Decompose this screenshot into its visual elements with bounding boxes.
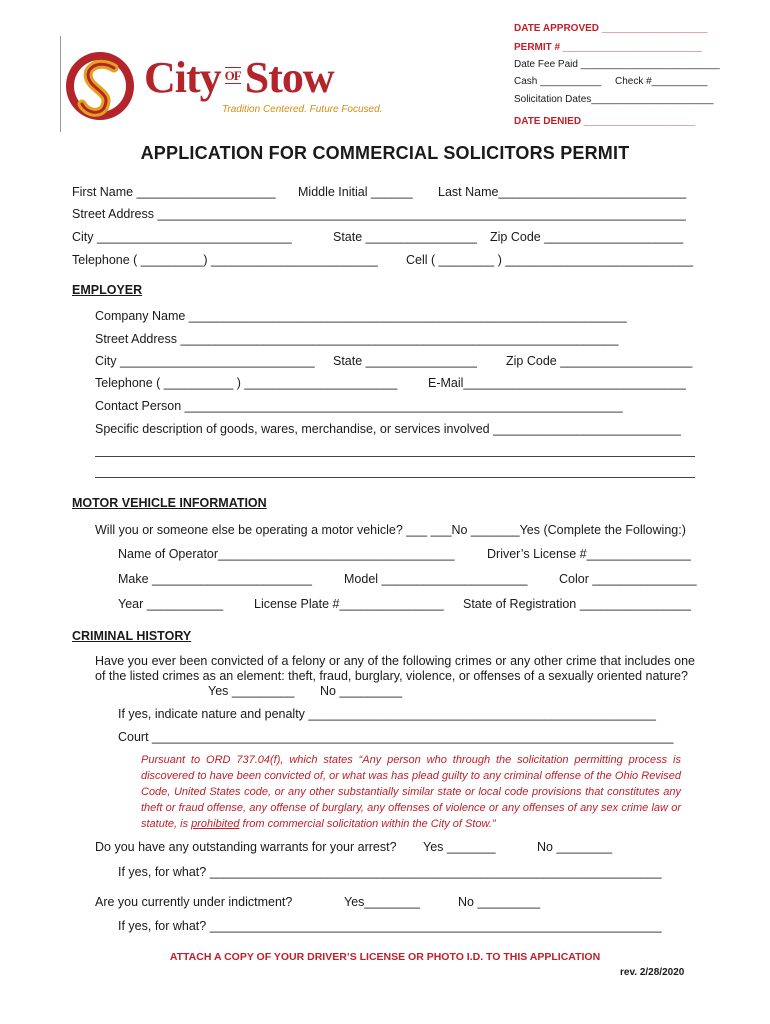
indictment-question: Are you currently under indictment? <box>95 895 293 909</box>
ordinance-note-text: Pursuant to ORD 737.04(f), which states “Any person who through the solicitation permitting process is discovered to have been convicted of, or what was has plead guilty to any criminal offense of the Ohio Revised Code, United States code, or any other substantially similar state or local code provisions that constitutes any theft or fraud offense, any offense of burglary, any offenses of violence or any offenses of any sex crime law or statute, is <box>141 754 681 830</box>
revision-date: rev. 2/28/2020 <box>620 967 685 978</box>
indictment-for-what-field[interactable]: If yes, for what? _________________________________________________________________ <box>118 919 662 933</box>
employer-email-field[interactable]: E-Mail________________________________ <box>428 376 686 390</box>
city-emblem-icon <box>64 50 136 122</box>
employer-heading: EMPLOYER <box>72 283 143 297</box>
street-address-field[interactable]: Street Address ____________________________________________________________________________ <box>72 207 686 221</box>
company-name-field[interactable]: Company Name _______________________________________________________________ <box>95 309 627 323</box>
vehicle-year-field[interactable]: Year ___________ <box>118 597 224 611</box>
description-field[interactable]: Specific description of goods, wares, merchandise, or services involved ___________________________ <box>95 422 681 436</box>
court-field[interactable]: Court ___________________________________________________________________________ <box>118 730 674 744</box>
state-registration-field[interactable]: State of Registration ________________ <box>463 597 691 611</box>
ordinance-note-prohibited: prohibited <box>191 818 240 830</box>
felony-no-field[interactable]: No _________ <box>320 684 403 698</box>
permit-number-field[interactable]: PERMIT # _________________________ <box>514 42 702 53</box>
warrants-question: Do you have any outstanding warrants for your arrest? <box>95 840 397 854</box>
logo-of-word: OF <box>224 68 241 83</box>
logo-tagline: Tradition Centered. Future Focused. <box>222 104 383 115</box>
vehicle-heading: MOTOR VEHICLE INFORMATION <box>72 496 267 510</box>
state-field[interactable]: State ________________ <box>333 230 477 244</box>
last-name-field[interactable]: Last Name___________________________ <box>438 185 687 199</box>
employer-street-field[interactable]: Street Address _______________________________________________________________ <box>95 332 619 346</box>
ordinance-note-end: from commercial solicitation within the City of Stow.” <box>239 818 496 830</box>
date-approved-field[interactable]: DATE APPROVED ___________________ <box>514 23 708 34</box>
city-logo <box>64 46 383 126</box>
first-name-field[interactable]: First Name ____________________ <box>72 185 276 199</box>
middle-initial-field[interactable]: Middle Initial ______ <box>298 185 413 199</box>
date-denied-field[interactable]: DATE DENIED ____________________ <box>514 116 696 127</box>
employer-zip-field[interactable]: Zip Code ___________________ <box>506 354 693 368</box>
date-fee-paid-field[interactable]: Date Fee Paid _________________________ <box>514 59 720 70</box>
felony-yes-field[interactable]: Yes _________ <box>208 684 295 698</box>
solicitation-dates-field[interactable]: Solicitation Dates______________________ <box>514 94 714 105</box>
telephone-field[interactable]: Telephone ( _________) ________________________ <box>72 253 378 267</box>
warrants-yes-field[interactable]: Yes _______ <box>423 840 496 854</box>
logo-city-word: City <box>144 53 221 102</box>
logo-divider <box>60 36 61 132</box>
cash-field[interactable]: Cash ___________ <box>514 76 602 87</box>
employer-telephone-field[interactable]: Telephone ( __________ ) ______________________ <box>95 376 398 390</box>
license-plate-field[interactable]: License Plate #_______________ <box>254 597 444 611</box>
indictment-no-field[interactable]: No _________ <box>458 895 541 909</box>
vehicle-model-field[interactable]: Model _____________________ <box>344 572 528 586</box>
vehicle-color-field[interactable]: Color _______________ <box>559 572 697 586</box>
contact-person-field[interactable]: Contact Person _______________________________________________________________ <box>95 399 623 413</box>
operator-name-field[interactable]: Name of Operator__________________________________ <box>118 547 455 561</box>
vehicle-question-field[interactable]: Will you or someone else be operating a motor vehicle? ___ ___No _______Yes (Complete the Following:) <box>95 523 686 537</box>
city-field[interactable]: City ____________________________ <box>72 230 292 244</box>
warrants-no-field[interactable]: No ________ <box>537 840 613 854</box>
check-number-field[interactable]: Check #__________ <box>615 76 708 87</box>
employer-state-field[interactable]: State ________________ <box>333 354 477 368</box>
description-line-2[interactable] <box>95 456 695 457</box>
ordinance-note <box>141 752 681 832</box>
logo-stow-word: Stow <box>244 53 334 102</box>
warrants-for-what-field[interactable]: If yes, for what? _________________________________________________________________ <box>118 865 662 879</box>
attach-id-notice: ATTACH A COPY OF YOUR DRIVER’S LICENSE OR PHOTO I.D. TO THIS APPLICATION <box>169 951 601 963</box>
zip-field[interactable]: Zip Code ____________________ <box>490 230 684 244</box>
description-line-3[interactable] <box>95 477 695 478</box>
vehicle-make-field[interactable]: Make _______________________ <box>118 572 312 586</box>
felony-question: Have you ever been convicted of a felony or any of the following crimes or any other crime that includes one of the listed crimes as an element: theft, fraud, burglary, violence, or offenses of a sexually oriented nature? <box>95 654 695 683</box>
drivers-license-field[interactable]: Driver’s License #_______________ <box>487 547 691 561</box>
employer-city-field[interactable]: City ____________________________ <box>95 354 315 368</box>
nature-penalty-field[interactable]: If yes, indicate nature and penalty __________________________________________________ <box>118 707 656 721</box>
cell-field[interactable]: Cell ( ________ ) ___________________________ <box>406 253 694 267</box>
page-title: APPLICATION FOR COMMERCIAL SOLICITORS PERMIT <box>140 143 630 163</box>
indictment-yes-field[interactable]: Yes________ <box>344 895 421 909</box>
criminal-heading: CRIMINAL HISTORY <box>72 629 192 643</box>
